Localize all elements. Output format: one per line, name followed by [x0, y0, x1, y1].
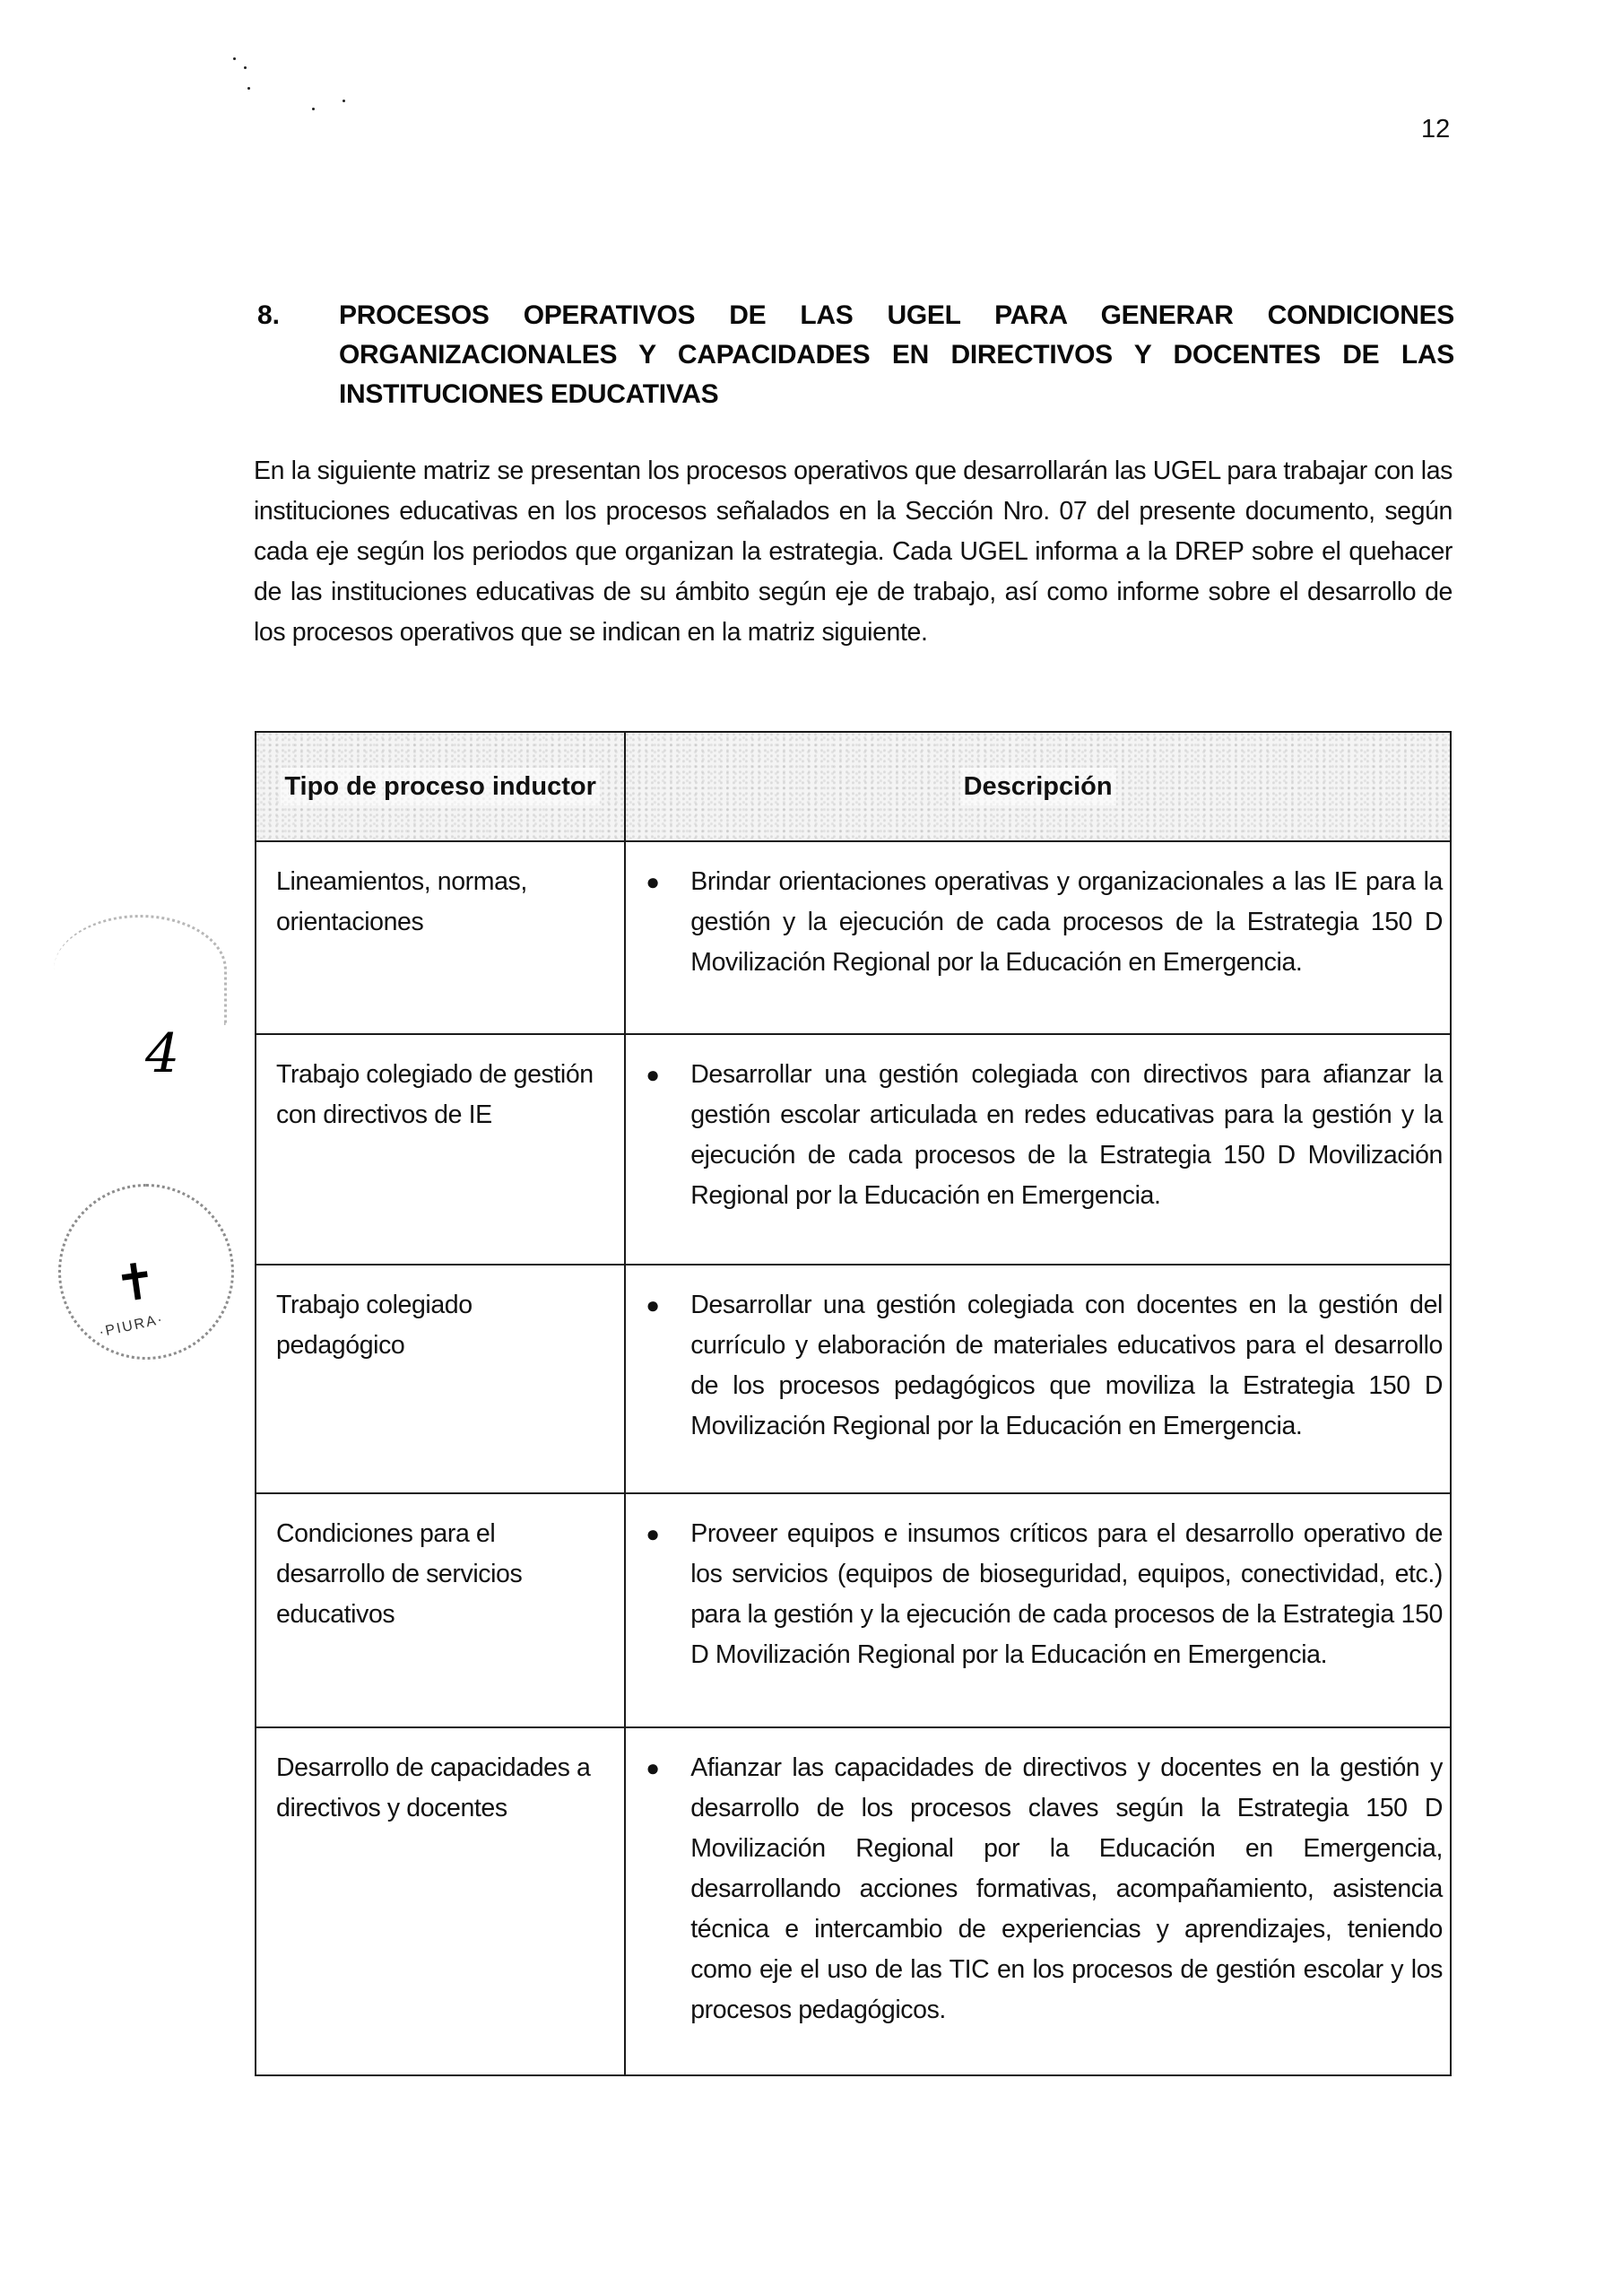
- process-matrix-table: [255, 731, 1452, 2076]
- bullet-icon: ●: [646, 1754, 660, 1781]
- scan-speck: [244, 66, 247, 69]
- table-row: [256, 1727, 1451, 2075]
- scan-speck: [312, 108, 315, 110]
- table-row: [256, 1265, 1451, 1493]
- description-text: Brindar orientaciones operativas y organizacionales a las IE para la gestión y la ejecución de cada procesos de la Estrategia 150 D Movilización Regional por la Educación en Emergencia.: [690, 867, 1443, 977]
- section-number: 8.: [257, 300, 281, 330]
- header-process-type-label: Tipo de proceso inductor: [281, 768, 600, 805]
- header-description: [625, 732, 1451, 841]
- description-text: Desarrollar una gestión colegiada con docentes en la gestión del currículo y elaboración de materiales educativos para el desarrollo de los procesos pedagógicos que moviliza la Estrategia 150 D Movilización Regional por la Educación en Emergencia.: [690, 1291, 1443, 1440]
- description-cell: [625, 1727, 1451, 2075]
- scan-speck: [233, 57, 236, 60]
- process-type-cell: Trabajo colegiado de gestión con directivos de IE: [256, 1034, 625, 1265]
- section-title: PROCESOS OPERATIVOS DE LAS UGEL PARA GENERAR CONDICIONES ORGANIZACIONALES Y CAPACIDADES EN DIRECTIVOS Y DOCENTES DE LAS INSTITUCIONES EDUCATIVAS: [339, 300, 1454, 409]
- table-header-row: [256, 732, 1451, 841]
- bullet-icon: ●: [646, 1292, 660, 1318]
- intro-paragraph: En la siguiente matriz se presentan los procesos operativos que desarrollarán las UGEL para trabajar con las instituciones educativas en los procesos señalados en la Sección Nro. 07 del presente documento, según cada eje según los periodos que organizan la estrategia. Cada UGEL informa a la DREP sobre el quehacer de las instituciones educativas de su ámbito según eje de trabajo, así como informe sobre el desarrollo de los procesos operativos que se indican en la matriz siguiente.: [254, 457, 1453, 647]
- header-description-label: Descripción: [960, 768, 1116, 805]
- scan-speck: [343, 100, 345, 102]
- section-heading: [257, 296, 1454, 414]
- page-number: 12: [1421, 115, 1451, 144]
- scan-speck: [247, 87, 250, 90]
- description-cell: [625, 841, 1451, 1034]
- handwritten-page-mark: 4: [145, 1022, 180, 1085]
- faint-stamp-arc: [54, 915, 227, 1025]
- header-process-type: [256, 732, 625, 841]
- table-row: [256, 1034, 1451, 1265]
- table-row: [256, 841, 1451, 1034]
- process-type-cell: Lineamientos, normas, orientaciones: [256, 841, 625, 1034]
- description-cell: [625, 1493, 1451, 1727]
- table-row: [256, 1493, 1451, 1727]
- description-cell: [625, 1265, 1451, 1493]
- bullet-icon: ●: [646, 1520, 660, 1547]
- bullet-icon: ●: [646, 1061, 660, 1088]
- signature-icon: ✝: [110, 1251, 161, 1315]
- description-text: Afianzar las capacidades de directivos y docentes en la gestión y desarrollo de los procesos claves según la Estrategia 150 D Movilización Regional por la Educación en Emergencia, desarrollando acciones formativas, acompañamiento, asistencia técnica e intercambio de experiencias y aprendizajes, teniendo como eje el uso de las TIC en los procesos de gestión escolar y los procesos pedagógicos.: [690, 1753, 1443, 2024]
- stamp-text: ·PIURA·: [97, 1311, 166, 1341]
- process-type-cell: Trabajo colegiado pedagógico: [256, 1265, 625, 1493]
- description-text: Proveer equipos e insumos críticos para el desarrollo operativo de los servicios (equipos de bioseguridad, equipos, conectividad, etc.) para la gestión y la ejecución de cada procesos de la Estrategia 150 D Movilización Regional por la Educación en Emergencia.: [690, 1519, 1443, 1669]
- description-cell: [625, 1034, 1451, 1265]
- description-text: Desarrollar una gestión colegiada con directivos para afianzar la gestión escolar articulada en redes educativas para la gestión y la ejecución de cada procesos de la Estrategia 150 D Movilización Regional por la Educación en Emergencia.: [690, 1060, 1443, 1210]
- process-type-cell: Condiciones para el desarrollo de servicios educativos: [256, 1493, 625, 1727]
- process-type-cell: Desarrollo de capacidades a directivos y docentes: [256, 1727, 625, 2075]
- bullet-icon: ●: [646, 868, 660, 895]
